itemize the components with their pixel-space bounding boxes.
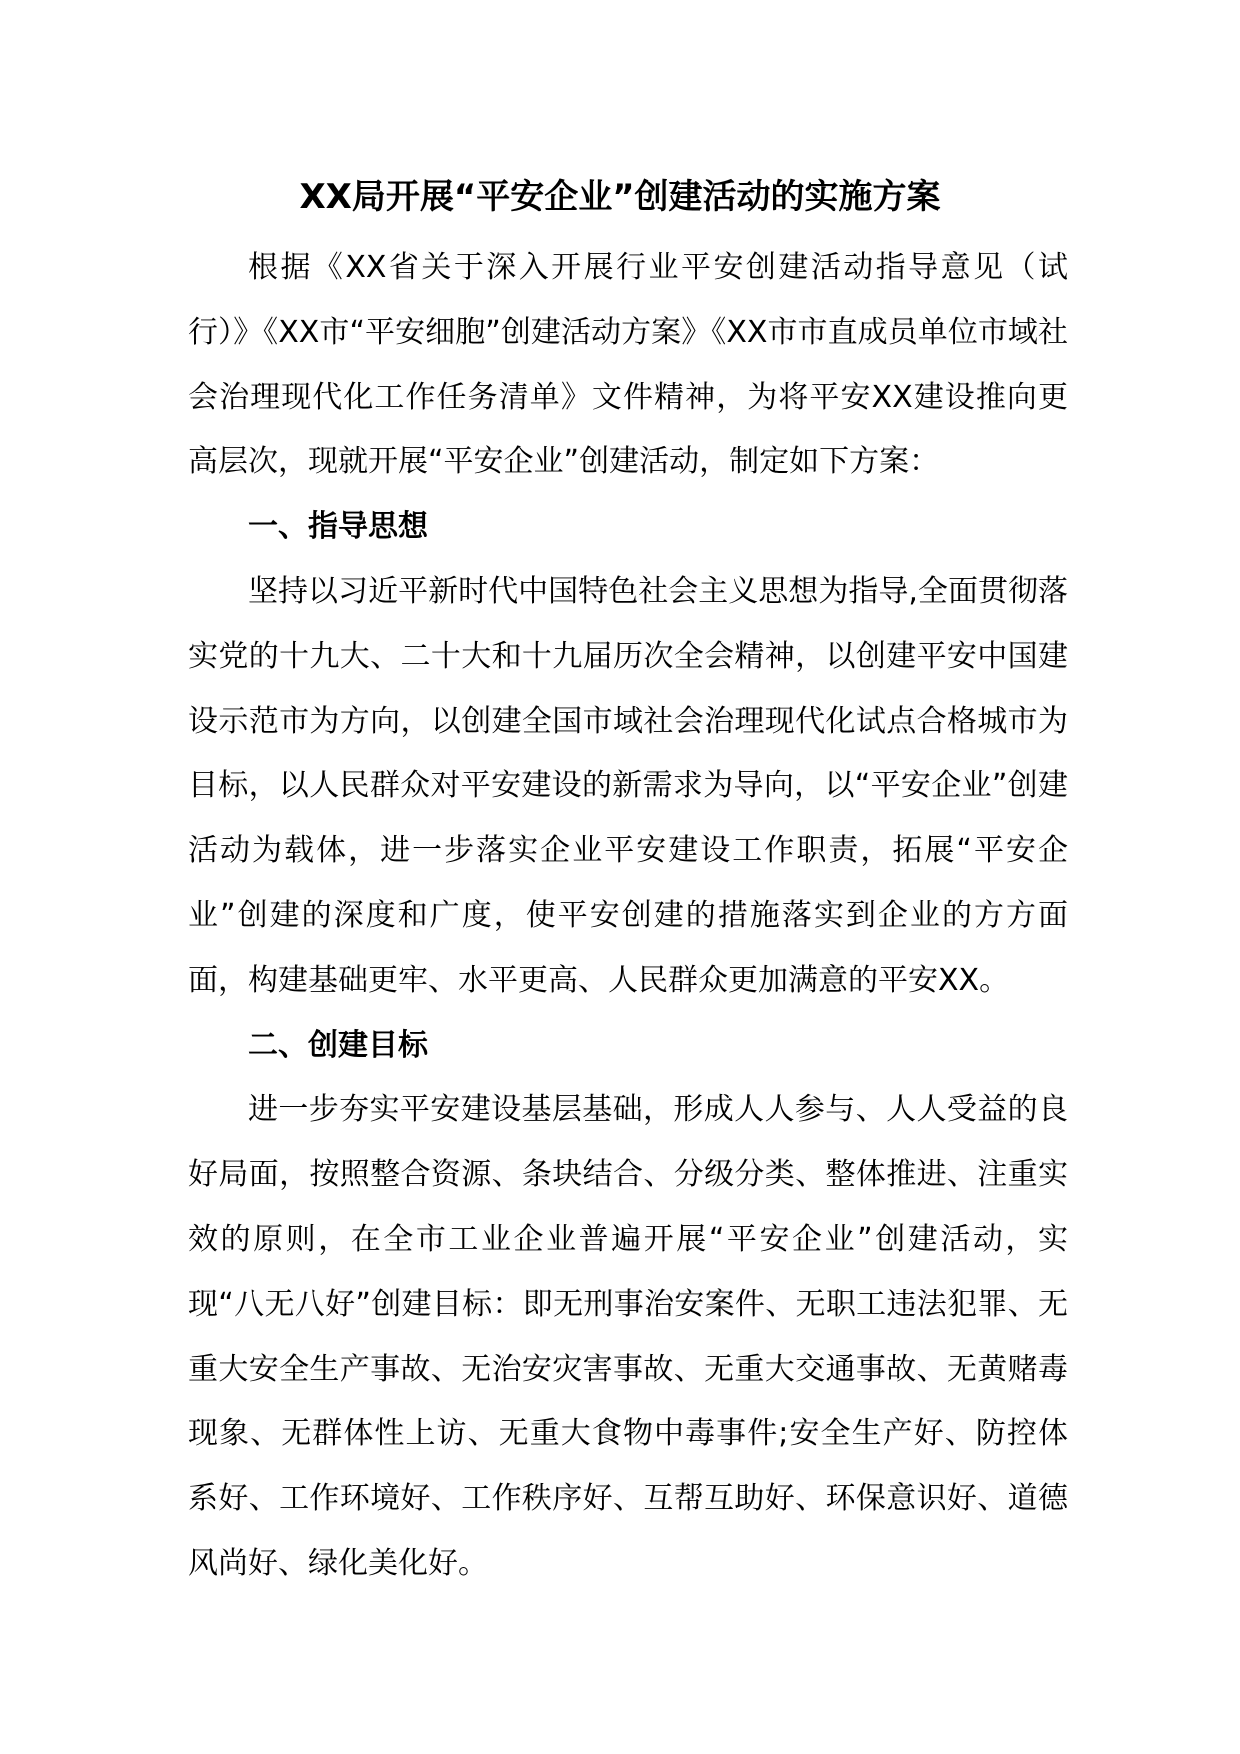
section-paragraph-guiding-ideology: 坚持以习近平新时代中国特色社会主义思想为指导,全面贯彻落实党的十九大、二十大和十九届历次全会精神，以创建平安中国建设示范市为方向，以创建全国市域社会治理现代化试点合格城市为目标，以人民群众对平安建设的新需求为导向，以“平安企业”创建活动为载体，进一步落实企业平安建设工作职责，拓展“平安企业”创建的深度和广度，使平安创建的措施落实到企业的方方面面，构建基础更牢、水平更高、人民群众更加满意的平安XX。 [188,573,1068,998]
document-title: XX局开展“平安企业”创建活动的实施方案 [299,177,941,217]
document-body [188,236,1068,1597]
section-heading-creation-goals: 二、创建目标 [248,1027,428,1063]
section-paragraph-creation-goals: 进一步夯实平安建设基层基础，形成人人参与、人人受益的良好局面，按照整合资源、条块结合、分级分类、整体推进、注重实效的原则，在全市工业企业普遍开展“平安企业”创建活动，实现“八无八好”创建目标：即无刑事治安案件、无职工违法犯罪、无重大安全生产事故、无治安灾害事故、无重大交通事故、无黄赌毒现象、无群体性上访、无重大食物中毒事件;安全生产好、防控体系好、工作环境好、工作秩序好、互帮互助好、环保意识好、道德风尚好、绿化美化好。 [188,1092,1068,1581]
section-heading-guiding-ideology: 一、指导思想 [248,509,428,545]
intro-paragraph: 根据《XX省关于深入开展行业平安创建活动指导意见（试行）》《XX市“平安细胞”创建活动方案》《XX市市直成员单位市域社会治理现代化工作任务清单》文件精神，为将平安XX建设推向更高层次，现就开展“平安企业”创建活动，制定如下方案： [188,250,1068,480]
